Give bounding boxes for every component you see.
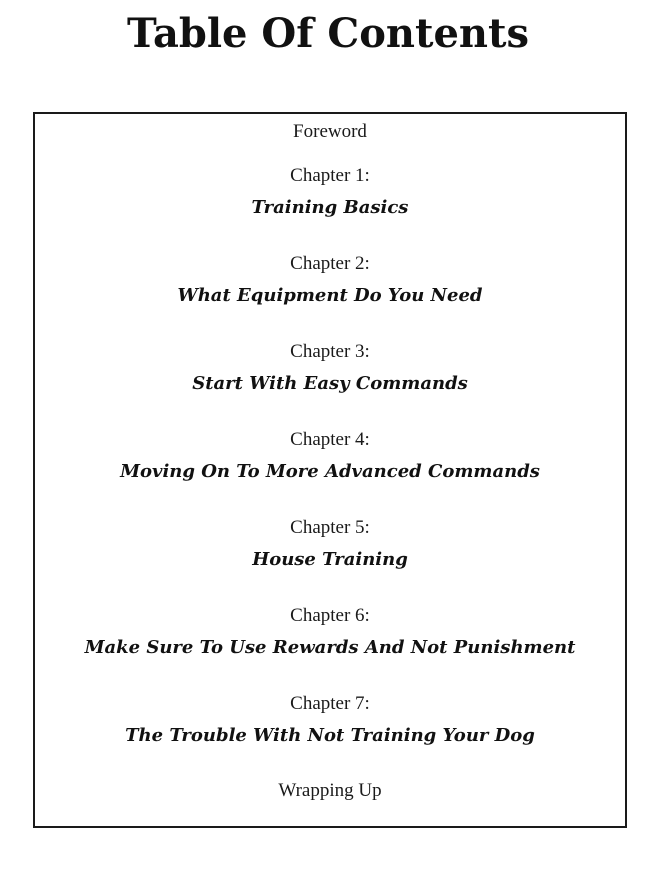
chapter-title: Moving On To More Advanced Commands <box>120 461 540 482</box>
chapter-label: Chapter 7: <box>290 693 370 714</box>
chapter-title: House Training <box>252 549 408 570</box>
toc-entry-chapter-1 <box>35 164 625 220</box>
chapter-label: Chapter 6: <box>290 605 370 626</box>
table-of-contents-box <box>33 112 627 828</box>
chapter-title: What Equipment Do You Need <box>177 285 483 306</box>
chapter-title: Training Basics <box>251 197 409 218</box>
wrapping-up-label: Wrapping Up <box>278 780 382 801</box>
toc-entry-foreword <box>35 120 625 144</box>
chapter-label: Chapter 4: <box>290 429 370 450</box>
toc-entry-chapter-3 <box>35 340 625 396</box>
chapter-title: The Trouble With Not Training Your Dog <box>125 725 535 746</box>
chapter-label: Chapter 3: <box>290 341 370 362</box>
chapter-label: Chapter 1: <box>290 165 370 186</box>
chapter-title: Make Sure To Use Rewards And Not Punishment <box>84 637 576 658</box>
foreword-label: Foreword <box>293 121 367 142</box>
chapter-title: Start With Easy Commands <box>192 373 468 394</box>
toc-entry-chapter-5 <box>35 516 625 572</box>
toc-entry-chapter-4 <box>35 428 625 484</box>
toc-entry-chapter-7 <box>35 692 625 748</box>
toc-entry-wrapping-up <box>35 779 625 803</box>
toc-entry-chapter-2 <box>35 252 625 308</box>
chapter-label: Chapter 5: <box>290 517 370 538</box>
toc-entry-chapter-6 <box>35 604 625 660</box>
page-title: Table Of Contents <box>127 10 529 57</box>
chapter-label: Chapter 2: <box>290 253 370 274</box>
